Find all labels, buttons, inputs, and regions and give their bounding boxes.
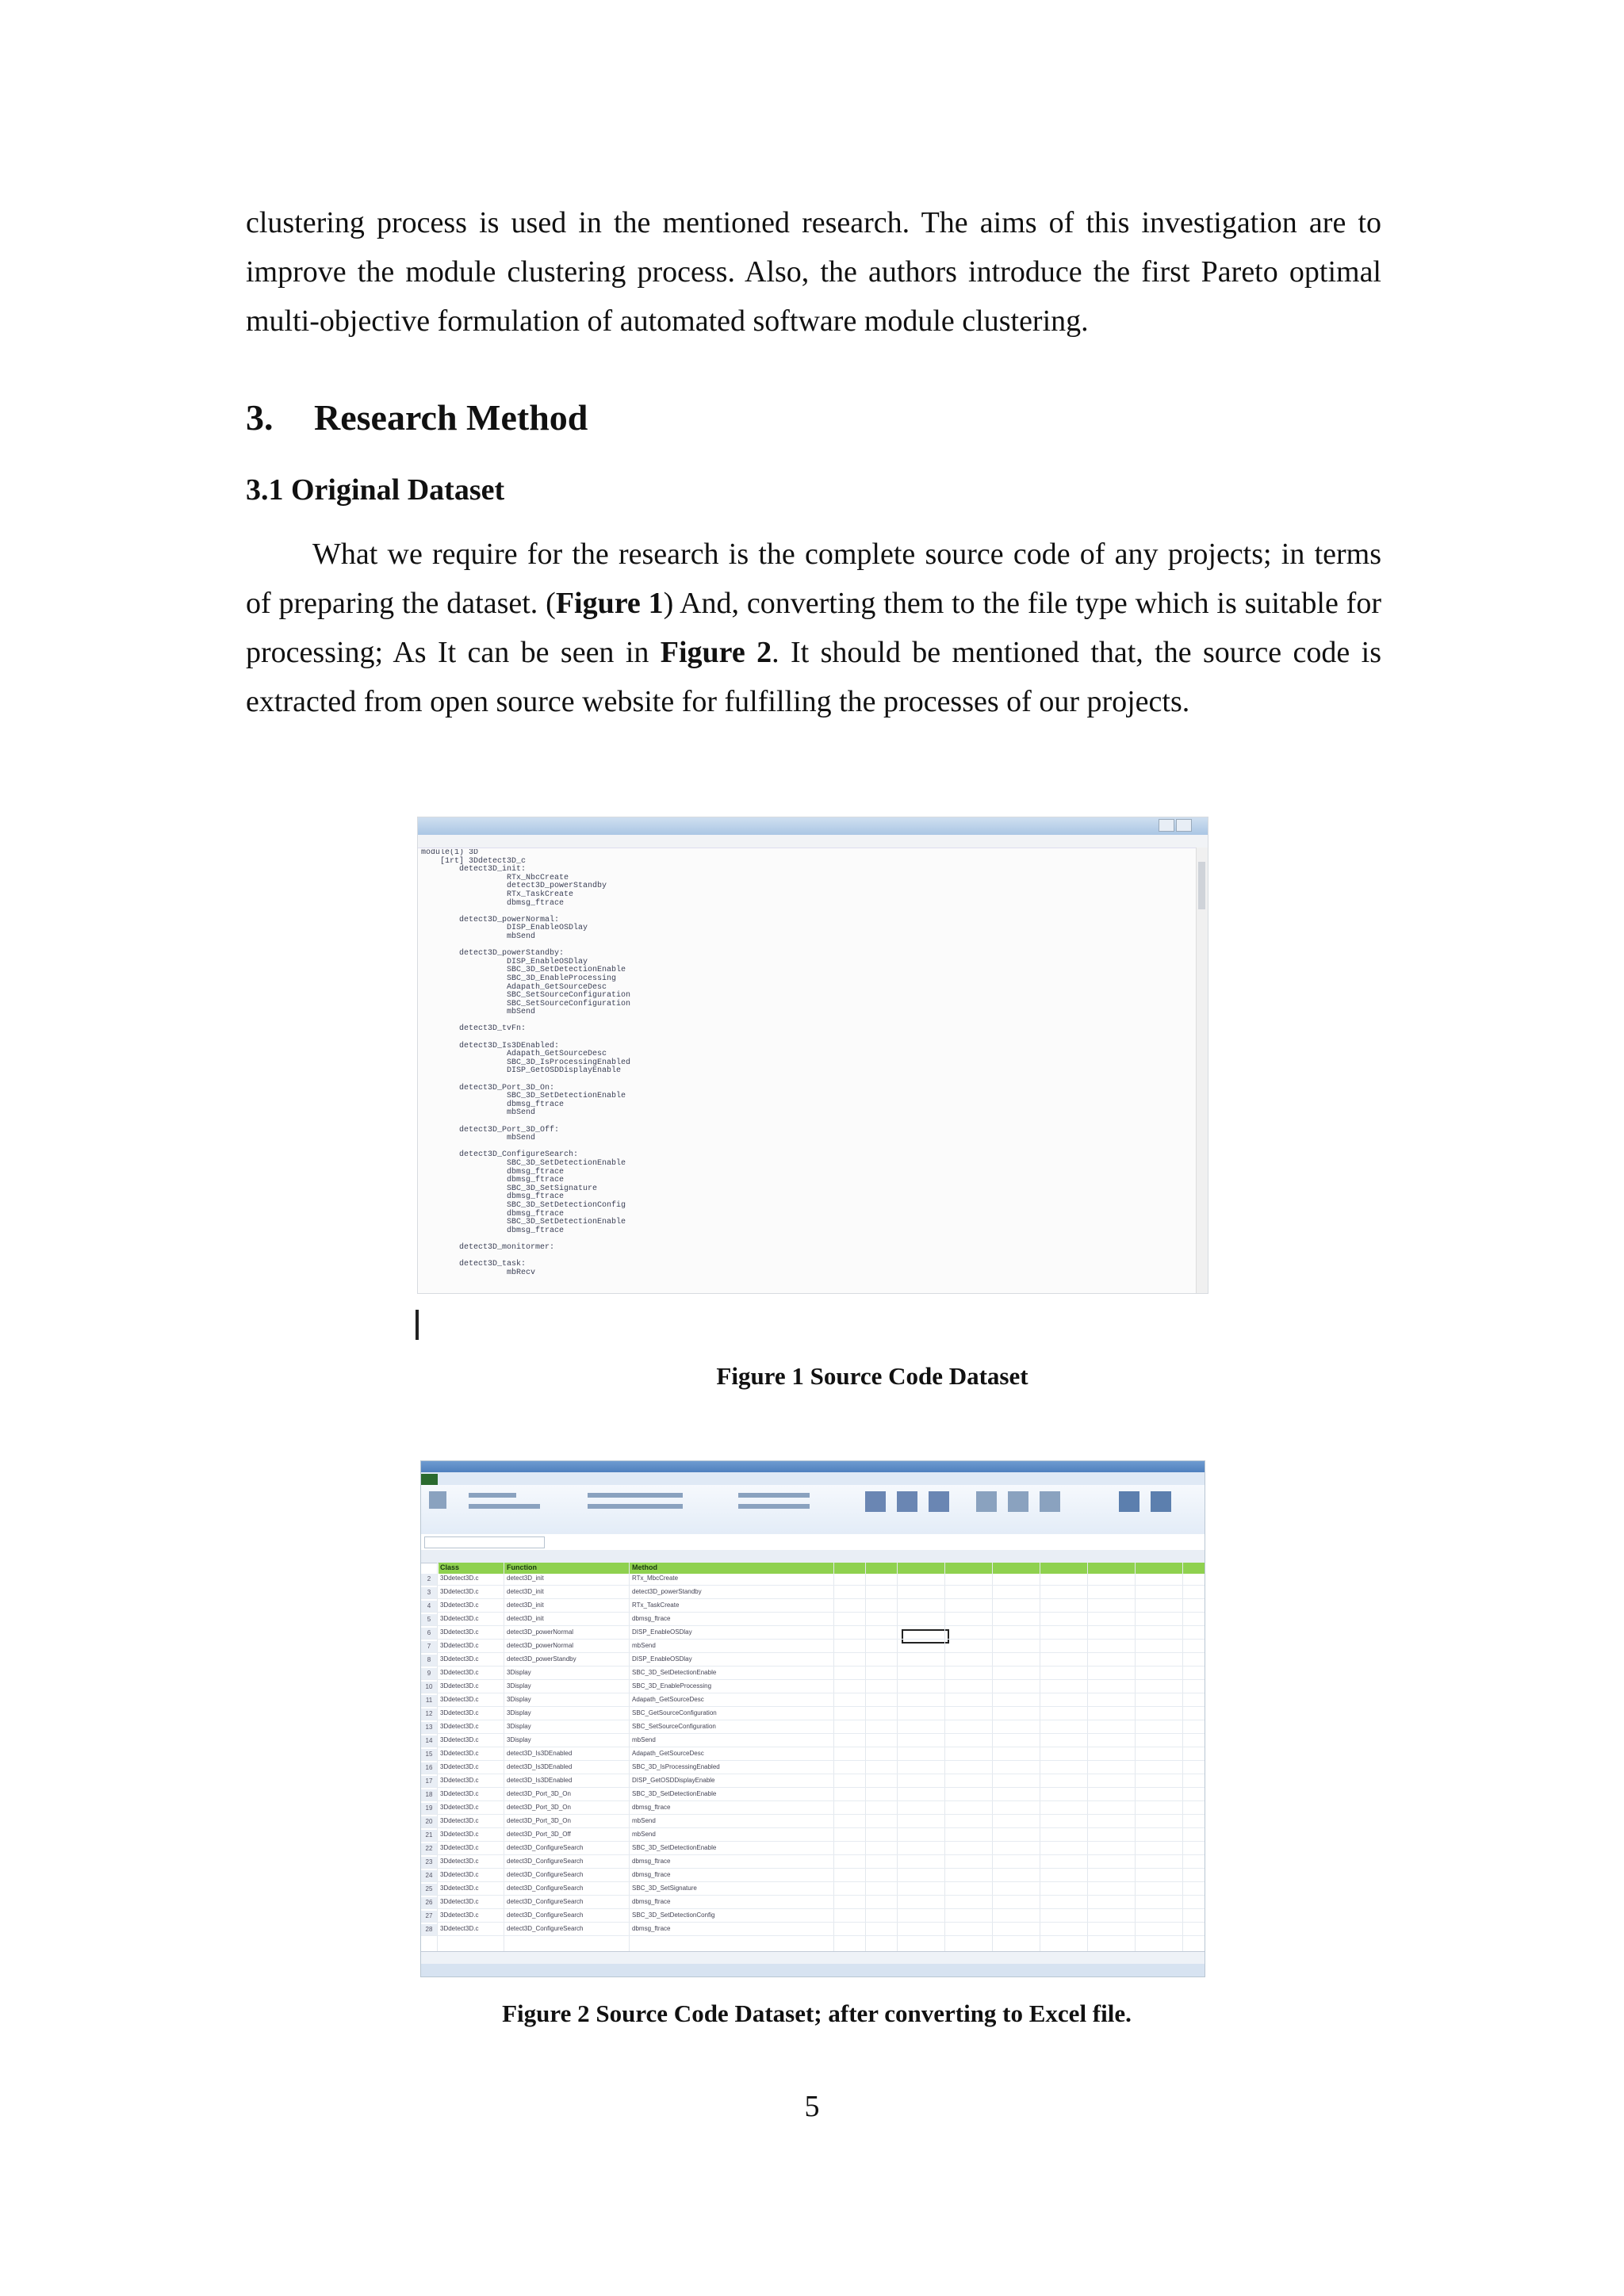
table-cell: detect3D_powerNormal (507, 1628, 574, 1636)
table-row (421, 1911, 1205, 1923)
table-row (421, 1574, 1205, 1586)
table-cell: 3Ddetect3D.c (440, 1615, 479, 1622)
editor-titlebar (418, 817, 1208, 835)
table-row (421, 1870, 1205, 1882)
table-cell: 3Ddetect3D.c (440, 1655, 479, 1663)
editor-scrollbar (1196, 848, 1208, 1293)
table-cell: 3Ddetect3D.c (440, 1804, 479, 1811)
row-number: 15 (421, 1749, 437, 1760)
row-number: 13 (421, 1722, 437, 1733)
table-row (421, 1641, 1205, 1653)
table-cell: 3Ddetect3D.c (440, 1898, 479, 1905)
figure1-reference: Figure 1 (555, 587, 664, 620)
table-cell: 3Ddetect3D.c (440, 1844, 479, 1851)
column-headers (421, 1550, 1205, 1563)
formula-bar (421, 1534, 1205, 1551)
table-cell: 3Ddetect3D.c (440, 1831, 479, 1838)
table-cell: RTx_TaskCreate (632, 1601, 680, 1609)
row-number: 5 (421, 1614, 437, 1625)
row-number: 2 (421, 1574, 437, 1585)
table-cell: 3Ddetect3D.c (440, 1858, 479, 1865)
table-cell: 3Ddetect3D.c (440, 1575, 479, 1582)
table-cell: detect3D_init (507, 1615, 544, 1622)
table-cell: 3Display (507, 1736, 531, 1743)
table-row (421, 1628, 1205, 1640)
cell-styles-icon (929, 1491, 949, 1512)
table-cell: detect3D_ConfigureSearch (507, 1898, 584, 1905)
row-number: 11 (421, 1695, 437, 1706)
table-cell: 3Display (507, 1709, 531, 1716)
table-cell: mbSend (632, 1831, 656, 1838)
table-cell: 3Ddetect3D.c (440, 1817, 479, 1824)
row-number: 24 (421, 1870, 437, 1881)
table-cell: detect3D_Is3DEnabled (507, 1763, 573, 1770)
table-cell: DISP_EnableOSDlay (632, 1655, 692, 1663)
table-row (421, 1857, 1205, 1869)
sort-filter-icon (1119, 1491, 1139, 1512)
editor-menubar (418, 835, 1208, 848)
table-cell: 3Display (507, 1669, 531, 1676)
row-number: 18 (421, 1789, 437, 1800)
table-cell: SBC_3D_SetDetectionEnable (632, 1669, 717, 1676)
table-cell: 3Ddetect3D.c (440, 1696, 479, 1703)
table-cell: SBC_3D_SetSignature (632, 1885, 697, 1892)
table-row (421, 1614, 1205, 1626)
table-cell: 3Ddetect3D.c (440, 1911, 479, 1919)
table-cell: Adapath_GetSourceDesc (632, 1750, 704, 1757)
table-cell: dbmsg_ftrace (632, 1898, 671, 1905)
table-cell: detect3D_ConfigureSearch (507, 1911, 584, 1919)
excel-ribbon (421, 1485, 1205, 1535)
body-paragraph (246, 530, 1381, 726)
table-row (421, 1601, 1205, 1613)
figure1-source-code-screenshot (417, 817, 1208, 1294)
delete-cells-icon (1008, 1491, 1028, 1512)
table-cell: Adapath_GetSourceDesc (632, 1696, 704, 1703)
font-style-buttons (469, 1504, 540, 1509)
table-cell: 3Ddetect3D.c (440, 1790, 479, 1797)
row-number: 9 (421, 1668, 437, 1679)
table-cell: dbmsg_ftrace (632, 1615, 671, 1622)
table-cell: SBC_GetSourceConfiguration (632, 1709, 717, 1716)
row-number: 10 (421, 1682, 437, 1693)
row-number: 25 (421, 1884, 437, 1895)
table-row (421, 1668, 1205, 1680)
table-cell: 3Ddetect3D.c (440, 1925, 479, 1932)
find-select-icon (1151, 1491, 1171, 1512)
table-cell: DISP_EnableOSDlay (632, 1628, 692, 1636)
row-number: 28 (421, 1924, 437, 1935)
table-cell: RTx_MbcCreate (632, 1575, 679, 1582)
row-number: 8 (421, 1655, 437, 1666)
column-header-method: Method (632, 1563, 657, 1571)
figure2-reference: Figure 2 (660, 636, 772, 669)
row-number: 22 (421, 1843, 437, 1854)
table-cell: dbmsg_ftrace (632, 1871, 671, 1878)
table-cell: DISP_GetOSDDisplayEnable (632, 1777, 715, 1784)
row-number: 19 (421, 1803, 437, 1814)
table-cell: detect3D_powerNormal (507, 1642, 574, 1649)
table-cell: detect3D_ConfigureSearch (507, 1925, 584, 1932)
table-row (421, 1735, 1205, 1747)
table-cell: 3Ddetect3D.c (440, 1736, 479, 1743)
sheet-grid (421, 1563, 1205, 1951)
table-cell: detect3D_Is3DEnabled (507, 1750, 573, 1757)
figure1-caption: Figure 1 Source Code Dataset (716, 1362, 1028, 1390)
table-cell: dbmsg_ftrace (632, 1858, 671, 1865)
excel-titlebar (421, 1461, 1205, 1472)
table-cell: SBC_3D_SetDetectionEnable (632, 1790, 717, 1797)
table-row (421, 1884, 1205, 1896)
figure2-excel-screenshot (420, 1460, 1205, 1977)
format-table-icon (897, 1491, 917, 1512)
row-number: 3 (421, 1587, 437, 1598)
table-cell: 3Ddetect3D.c (440, 1750, 479, 1757)
table-row (421, 1789, 1205, 1801)
name-box (424, 1536, 545, 1548)
minimize-icon (1159, 819, 1174, 832)
table-header-row (439, 1563, 1205, 1574)
table-row (421, 1803, 1205, 1815)
table-cell: 3Display (507, 1696, 531, 1703)
format-cells-icon (1040, 1491, 1060, 1512)
table-cell: 3Ddetect3D.c (440, 1777, 479, 1784)
row-number: 21 (421, 1830, 437, 1841)
table-cell: detect3D_Port_3D_On (507, 1817, 571, 1824)
font-name-box (469, 1493, 516, 1498)
text-cursor-mark (416, 1310, 419, 1340)
table-cell: SBC_3D_SetDetectionEnable (632, 1844, 717, 1851)
table-cell: 3Ddetect3D.c (440, 1601, 479, 1609)
table-row (421, 1776, 1205, 1788)
table-cell: detect3D_Port_3D_On (507, 1790, 571, 1797)
table-cell: detect3D_Port_3D_Off (507, 1831, 571, 1838)
row-number: 16 (421, 1762, 437, 1774)
table-row (421, 1682, 1205, 1693)
figure2-caption: Figure 2 Source Code Dataset; after converting to Excel file. (502, 1999, 1132, 2027)
body-text-3: . It should be mentioned that, the source code is extracted from open source website for fulfilling the processes of our projects. (246, 636, 1381, 718)
table-row (421, 1709, 1205, 1720)
row-number: 27 (421, 1911, 437, 1922)
row-number: 6 (421, 1628, 437, 1639)
table-cell: 3Display (507, 1723, 531, 1730)
subsection-heading: 3.1 Original Dataset (246, 473, 505, 507)
table-cell: dbmsg_ftrace (632, 1925, 671, 1932)
table-row (421, 1749, 1205, 1761)
table-row (421, 1695, 1205, 1707)
conditional-format-icon (865, 1491, 886, 1512)
row-number: 26 (421, 1897, 437, 1908)
insert-cells-icon (976, 1491, 997, 1512)
table-row (421, 1722, 1205, 1734)
table-row (421, 1924, 1205, 1936)
page-number: 5 (804, 2090, 820, 2123)
table-cell: dbmsg_ftrace (632, 1804, 671, 1811)
table-cell: SBC_SetSourceConfiguration (632, 1723, 716, 1730)
table-cell: detect3D_init (507, 1601, 544, 1609)
table-cell: 3Ddetect3D.c (440, 1709, 479, 1716)
table-cell: 3Ddetect3D.c (440, 1642, 479, 1649)
table-cell: mbSend (632, 1736, 656, 1743)
number-format-box (738, 1493, 810, 1498)
window-controls (1157, 819, 1205, 832)
table-cell: 3Ddetect3D.c (440, 1588, 479, 1595)
table-cell: 3Ddetect3D.c (440, 1871, 479, 1878)
table-cell: 3Ddetect3D.c (440, 1885, 479, 1892)
table-cell: detect3D_init (507, 1575, 544, 1582)
table-cell: detect3D_Is3DEnabled (507, 1777, 573, 1784)
row-number: 12 (421, 1709, 437, 1720)
status-bar (421, 1964, 1205, 1976)
table-cell: 3Ddetect3D.c (440, 1628, 479, 1636)
table-row (421, 1816, 1205, 1828)
column-header-function: Function (507, 1563, 537, 1571)
row-number: 17 (421, 1776, 437, 1787)
row-number: 4 (421, 1601, 437, 1612)
table-row (421, 1762, 1205, 1774)
table-cell: detect3D_powerStandby (632, 1588, 702, 1595)
table-row (421, 1830, 1205, 1842)
table-cell: 3Display (507, 1682, 531, 1689)
column-header-class: Class (440, 1563, 460, 1571)
table-cell: detect3D_powerStandby (507, 1655, 576, 1663)
table-row (421, 1655, 1205, 1667)
row-number: 20 (421, 1816, 437, 1827)
sheet-tabs (421, 1951, 1205, 1965)
table-cell: detect3D_Port_3D_On (507, 1804, 571, 1811)
excel-ribbon-tabs (421, 1472, 1205, 1485)
table-cell: mbSend (632, 1642, 656, 1649)
table-cell: 3Ddetect3D.c (440, 1763, 479, 1770)
row-number: 14 (421, 1735, 437, 1747)
row-number: 7 (421, 1641, 437, 1652)
scrollbar-thumb (1198, 862, 1205, 909)
table-row (421, 1897, 1205, 1909)
table-cell: detect3D_ConfigureSearch (507, 1871, 584, 1878)
maximize-icon (1176, 819, 1192, 832)
body-text-1: What we require for the research is the complete source code of any projects; in terms of preparing the dataset. ( (246, 538, 1381, 620)
alignment-buttons (588, 1493, 683, 1498)
table-row (421, 1843, 1205, 1855)
paste-icon (429, 1491, 446, 1509)
alignment-buttons-row2 (588, 1504, 683, 1509)
row-number: 23 (421, 1857, 437, 1868)
table-cell: 3Ddetect3D.c (440, 1669, 479, 1676)
body-text-2: ) And, converting them to the file type which is suitable for processing; As It can be seen in (246, 587, 1381, 669)
table-cell: detect3D_ConfigureSearch (507, 1844, 584, 1851)
table-cell: detect3D_init (507, 1588, 544, 1595)
section-title: Research Method (314, 397, 588, 438)
intro-paragraph: clustering process is used in the mentioned research. The aims of this investigation are to improve the module clustering process. Also, the authors introduce the first Pareto optimal multi-objective formulation of automated software module clustering. (246, 206, 1381, 338)
section-number: 3. (246, 397, 274, 438)
table-cell: detect3D_ConfigureSearch (507, 1885, 584, 1892)
table-cell: detect3D_ConfigureSearch (507, 1858, 584, 1865)
table-cell: SBC_3D_SetDetectionConfig (632, 1911, 715, 1919)
source-code-listing: module(1) 3D [1rt] 3Ddetect3D_c detect3D_init: RTx_NbcCreate detect3D_powerStandby RTx_TaskCreate dbmsg_ftrace detect3D_powerNormal: DISP_EnableOSDlay mbSend detect3D_powerStandby: DISP_EnableOSDlay SBC_3D_SetDetectionEnable SBC_3D_EnableProcessing Adapath_GetSourceDesc SBC_SetSourceConfiguration SBC_SetSourceConfiguration mbSend detect3D_tvFn: detect3D_Is3DEnabled: Adapath_GetSourceDesc SBC_3D_IsProcessingEnabled DISP_GetOSDDisplayEnable detect3D_Port_3D_On: SBC_3D_SetDetectionEnable dbmsg_ftrace mbSend detect3D_Port_3D_Off: mbSend detect3D_ConfigureSearch: SBC_3D_SetDetectionEnable dbmsg_ftrace dbmsg_ftrace SBC_3D_SetSignature dbmsg_ftrace SBC_3D_SetDetectionConfig dbmsg_ftrace SBC_3D_SetDetectionEnable dbmsg_ftrace detect3D_monitormer: detect3D_task: mbRecv (421, 849, 631, 1277)
section-heading (246, 396, 588, 438)
table-cell: mbSend (632, 1817, 656, 1824)
table-cell: 3Ddetect3D.c (440, 1723, 479, 1730)
number-format-buttons (738, 1504, 810, 1509)
table-cell: 3Ddetect3D.c (440, 1682, 479, 1689)
table-cell: SBC_3D_IsProcessingEnabled (632, 1763, 720, 1770)
table-cell: SBC_3D_EnableProcessing (632, 1682, 712, 1689)
table-row (421, 1587, 1205, 1599)
